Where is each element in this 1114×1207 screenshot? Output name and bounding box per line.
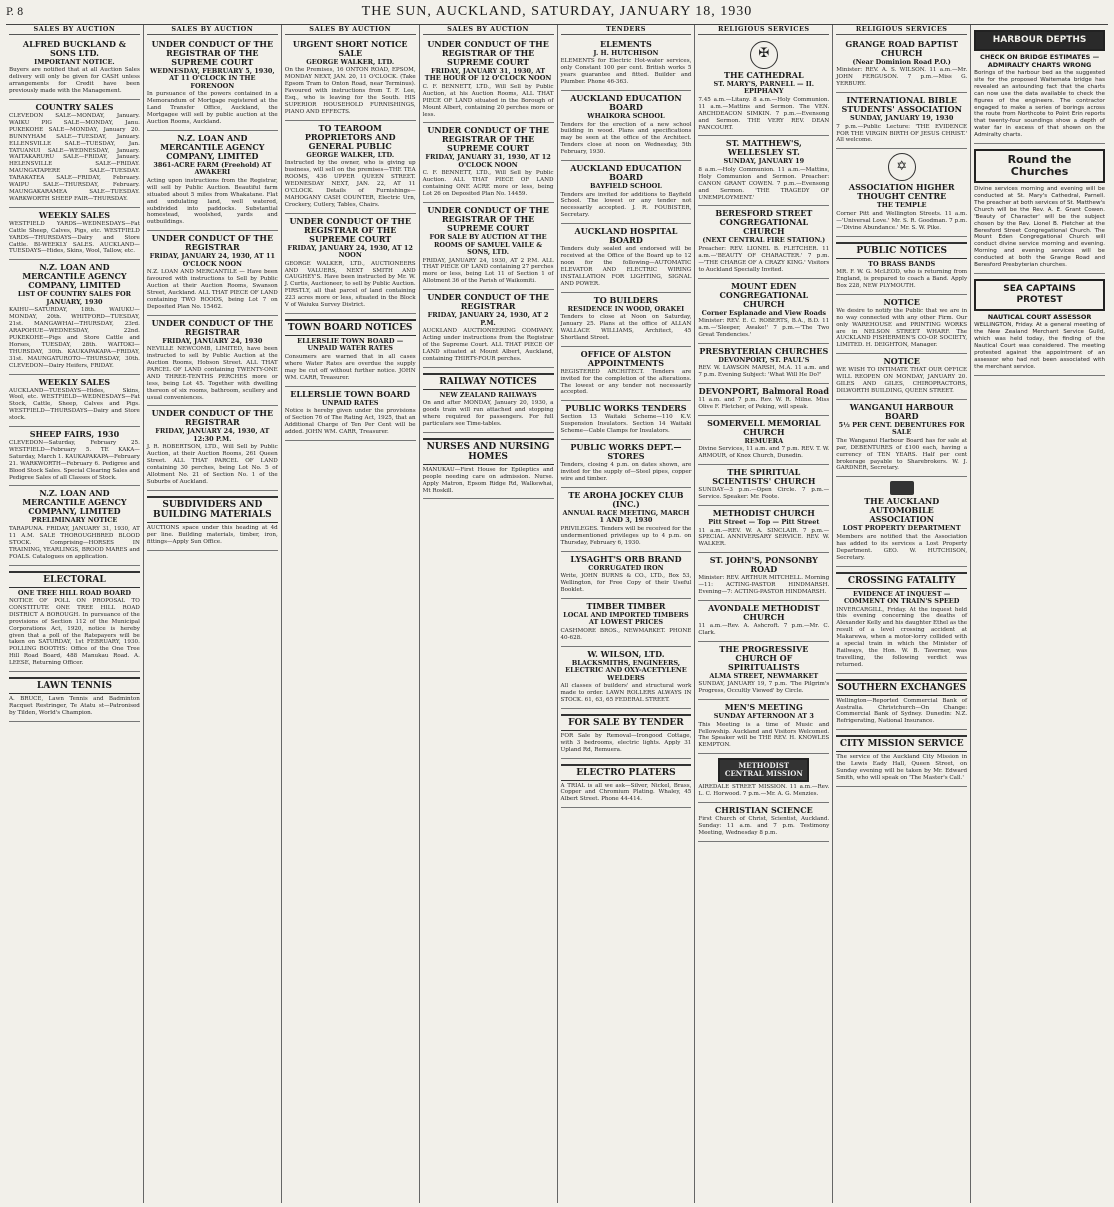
ad-subheadline: RESIDENCE IN WOOD, ORAKEI	[567, 304, 685, 313]
ad-body: Tenders are invited for additions to Bayfield School. The lowest or any tender not necessarily accepted. J. R. FOUBISTER, Secretary.	[560, 191, 692, 219]
ad-headline: UNDER CONDUCT OF THE REGISTRAR	[151, 317, 274, 337]
ad-headline: ST. JOHN'S, PONSONBY ROAD	[709, 555, 818, 575]
ad-headline: TOWN BOARD NOTICES	[285, 319, 416, 336]
ad-subheadline: REMUERA	[744, 436, 784, 445]
advertisement	[698, 553, 829, 601]
column-2	[144, 25, 282, 1203]
ad-subheadline: LIST OF COUNTRY SALES FOR JANUARY, 1930	[17, 290, 132, 306]
ad-headline: NOTICE	[883, 356, 920, 367]
advertisement	[9, 100, 140, 208]
ad-subheadline: SUNDAY AFTERNOON AT 3	[713, 712, 814, 721]
ad-body: We desire to notify the Public that we are in no way connected with any other Firm. Our only WAREHOUSE and PRINTING WORKS are in NELSON STREET WHARF. The AUCKLAND FISHERMEN'S CO-OP. SOCIETY, LIMITED. H. DEIGHTON, Manager.	[836, 307, 968, 349]
ad-headline: W. WILSON, LTD.	[587, 648, 665, 659]
ad-headline: ALFRED BUCKLAND & SONS LTD.	[22, 38, 126, 58]
ad-subheadline: FRIDAY, JANUARY 24, 1930, AT 12:30 P.M.	[155, 427, 270, 443]
ad-headline: UNDER CONDUCT OF THE REGISTRAR	[151, 408, 274, 428]
ad-headline: PUBLIC WORKS TENDERS	[565, 403, 687, 414]
ad-subheadline: (NEXT CENTRAL FIRE STATION.)	[702, 236, 826, 245]
ad-body: 11 a.m. and 7 p.m. Rev. W. R. Milne. Miss Olive F. Fletcher, of Peking, will speak.	[698, 397, 830, 411]
ad-headline: DEVONPORT, Balmoral Road	[698, 386, 829, 397]
advertisement	[836, 567, 967, 674]
advertisement	[423, 368, 554, 433]
ad-headline: URGENT SHORT NOTICE SALE	[292, 38, 408, 58]
advertisement	[836, 477, 967, 566]
column-7	[833, 25, 971, 1203]
ad-subheadline: WHAIKORA SCHOOL	[587, 112, 665, 121]
ad-subheadline: CHECK ON BRIDGE ESTIMATES — ADMIRALTY CHARTS WRONG	[980, 53, 1100, 69]
advertisement	[423, 203, 554, 290]
ad-headline: ELECTRO PLATERS	[561, 764, 692, 781]
advertisement	[9, 208, 140, 261]
ad-subheadline: FRIDAY, JANUARY 24, 1930, AT 12 NOON	[287, 243, 413, 260]
automobile-association-badge-icon	[890, 481, 914, 495]
ad-subheadline: Pitt Street — Top — Pitt Street	[708, 518, 820, 527]
ad-subheadline: TO BRASS BANDS	[868, 259, 936, 268]
column-heading: SALES BY AUCTION	[423, 25, 554, 35]
advertisement	[285, 121, 416, 214]
ad-headline: CITY MISSION SERVICE	[836, 735, 967, 752]
ad-headline: UNDER CONDUCT OF THE REGISTRAR OF THE SUPREME COURT	[427, 205, 549, 234]
ad-subheadline: FRIDAY, JANUARY 24, 1930, AT 11 O'CLOCK NOON	[149, 252, 276, 268]
ad-subheadline: GEORGE WALKER, LTD.	[306, 57, 395, 66]
ad-body: Divine Services, 11 a.m. and 7 p.m. REV. T. W. ARMOUR, of Knox Church, Dunedin.	[698, 446, 830, 460]
ad-subheadline: J. H. HUTCHISON	[593, 48, 659, 57]
ad-headline: TIMBER TIMBER	[586, 600, 666, 611]
ad-headline: MEN'S MEETING	[724, 702, 803, 713]
column-5	[558, 25, 696, 1203]
ad-body: Borings of the harbour bed as the suggested site for the proposed Waitemata bridge has revealed an astounding fact that the charts can now use the data available to check the figures of the engineers. The contractor engaged to make a series of borings across the route from Northcote to Point Erin reports that twenty-four soundings show a depth of water far in excess of that shown on the Admiralty charts.	[974, 70, 1105, 139]
advertisement	[974, 25, 1105, 144]
ad-subheadline: BAYFIELD SCHOOL	[590, 182, 662, 191]
ad-headline: ELECTORAL	[9, 571, 140, 588]
advertisement	[561, 647, 692, 709]
advertisement	[836, 354, 967, 400]
ad-subheadline: FRIDAY, JANUARY 24, 1930, AT 2 P.M.	[427, 311, 549, 327]
ad-body: Tenders, closing 4 p.m. on dates shown, are invited for the supply of—Steel pipes, copper wire and timber.	[560, 462, 692, 482]
ad-body: GEORGE WALKER, LTD., AUCTIONEERS AND VALUERS, NEXT SMITH AND CAUGHEY'S. Have been instructed by Mr. W. J. Curtis, Auctioneer, to sell by Public Auction. FIRSTLY, all that parcel of land containing 223 acres more or less, situated in the Block V of Waiuku Survey District.	[284, 260, 416, 309]
ad-headline: LYSAGHT'S ORB BRAND	[570, 553, 682, 564]
column-4	[420, 25, 558, 1203]
ad-headline: SOUTHERN EXCHANGES	[836, 679, 967, 696]
ad-body: MANUKAU—First House for Epileptics and people needing care on admission. Nurse. Apply Matron, Epsom Ridge Rd, Walkewhai, Mt Roskill.	[422, 466, 554, 494]
ad-subheadline: NEW ZEALAND RAILWAYS	[439, 390, 537, 399]
ad-subheadline: ST. MARY'S, PARNELL — II. EPIPHANY	[713, 79, 815, 96]
ad-body: 8 a.m.—Holy Communion. 11 a.m.—Mattins, Holy Communion and Sermon. Preacher: CANON GRANT COWEN. 7 p.m.—Evensong and Sermon. 'THE TRAGEDY OF UNEMPLOYMENT.'	[698, 166, 830, 201]
ad-headline: PUBLIC WORKS DEPT.—STORES	[570, 442, 682, 462]
ad-subheadline: FRIDAY, JANUARY 24, 1930	[162, 336, 263, 345]
newspaper-title: THE SUN, AUCKLAND, SATURDAY, JANUARY 18, 1930	[361, 4, 753, 19]
ad-subheadline: ALMA STREET, NEWMARKET	[709, 671, 819, 680]
ad-headline: OFFICE OF ALSTON APPOINTMENTS	[580, 348, 672, 368]
ad-body: KAIHU—SATURDAY, 18th. WAIUKU—MONDAY, 20th. WHITFORD—TUESDAY, 21st. MANGAWHAI—THURSDAY, 23rd. ARAPOHUE—WEDNESDAY, 22nd. PUKEKOHE—Pigs and Store Cattle and Horses, TUESDAY, 28th. WAITOKI—THURSDAY, 30th. KAUKAPAKAPA—FRIDAY, 31st. MAUNGATUROTO—THURSDAY, 30th. CLEVEDON—Dairy Heifers, FRIDAY.	[9, 307, 140, 369]
column-heading: TENDERS	[561, 25, 692, 35]
ad-subheadline: 3861-ACRE FARM (Freehold) AT AWAKERI	[153, 160, 272, 177]
column-heading: SALES BY AUCTION	[9, 25, 140, 35]
advertisement	[836, 730, 967, 787]
ad-body: A. BRUCE, Lawn Tennis and Badminton Racquet Restringer, Te Atatu st—Patronised by Tilden, World's Champion.	[9, 696, 140, 716]
ad-body: CASHMORE BROS., NEWMARKET. PHONE 40-628.	[560, 627, 692, 641]
ad-subheadline: SUNDAY, JANUARY 19, 1930	[850, 114, 954, 123]
ad-subheadline: NAUTICAL COURT ASSESSOR	[987, 312, 1092, 321]
ad-subheadline: FRIDAY, JANUARY 31, 1930, AT THE HOUR OF 12 O'CLOCK NOON	[424, 66, 552, 83]
column-heading: SALES BY AUCTION	[147, 25, 278, 35]
advertisement	[836, 400, 967, 478]
ad-subheadline: LOST PROPERTY DEPARTMENT	[842, 524, 961, 533]
star-emblem-icon: ✡	[888, 153, 916, 181]
ad-body: Minister: REV. E. C. ROBERTS, B.A., B.D. 11 a.m.—'Sleeper, Awake!' 7 p.m.—'The Two Great Tendencies.'	[698, 318, 830, 338]
masthead	[6, 0, 1108, 25]
advertisement	[9, 375, 140, 428]
ad-headline: THE AUCKLAND AUTOMOBILE ASSOCIATION	[864, 496, 940, 525]
ad-headline: AUCKLAND HOSPITAL BOARD	[574, 226, 678, 246]
ad-body: 11 a.m.—REV. W. A. SINCLAIR. 7 p.m.—SPECIAL ANNIVERSARY SERVICE. REV. W. WALKER.	[698, 527, 830, 548]
ad-headline: INTERNATIONAL BIBLE STUDENTS' ASSOCIATION	[841, 95, 962, 115]
advertisement	[698, 700, 829, 754]
ad-headline: SOMERVELL MEMORIAL CHURCH	[707, 417, 821, 437]
advertisement	[698, 384, 829, 416]
ad-body: Acting upon instructions from the Registrar, will sell by Public Auction. Beautiful farm situated about 5 miles from Whakatane. Flat and undulating land, well watered, subdivided into paddocks. Substantial homestead, woolshed, yards and outbuildings.	[146, 177, 278, 226]
ad-headline: NURSES AND NURSING HOMES	[423, 438, 554, 465]
advertisement	[561, 37, 692, 91]
ad-subheadline: THE TEMPLE	[876, 201, 927, 210]
ad-body: FRIDAY, JANUARY 24, 1930, AT 2 P.M. ALL THAT PIECE OF LAND containing 27 perches more or less, being Lot 11 of Section 1 of Allotment 36 of the Parish of Waikomiti.	[422, 257, 554, 285]
ad-body: This Meeting is a time of Music and Fellowship. Auckland and Visitors Welcomed. The Speaker will be THE REV. H. KNOWLES KEMPTON.	[698, 721, 830, 749]
ad-headline: N.Z. LOAN AND MERCANTILE AGENCY COMPANY, LIMITED	[22, 262, 127, 291]
ad-body: Wellington—Reported Commercial Bank of Australia. Christchurch—On Change: Commercial Bank of Sydney. Dunedin: N.Z. Refrigerating, National Insurance.	[836, 697, 968, 725]
ad-body: PRIVILEGES. Tenders will be received for the undermentioned privileges up to 4 p.m. on Thursday, February 6, 1930.	[560, 525, 692, 546]
ad-body: 11 a.m.—Rev. A. Ashcroft. 7 p.m.—Mr. C. Clark.	[698, 623, 830, 636]
advertisement	[561, 161, 692, 224]
advertisement	[836, 37, 967, 93]
ad-subheadline: 5½ PER CENT. DEBENTURES FOR SALE	[838, 420, 965, 437]
ad-subheadline: DEVONPORT, ST. PAUL'S	[718, 355, 810, 364]
ad-body: WELLINGTON, Friday. At a general meeting of the New Zealand Merchant Service Guild, which was held today, the finding of the Nautical Court was considered. The meeting protested against the appointment of an assessor who had not been associated with the merchant service.	[974, 322, 1105, 370]
ad-body: TARAPUNA. FRIDAY, JANUARY 31, 1930, AT 11 A.M. SALE THOROUGHBRED BLOOD STOCK. Comprising—HORSES IN TRAINING, YEARLINGS, BROOD MARES and FOALS. Catalogues on application.	[9, 525, 140, 560]
ad-body: Tenders duly sealed and endorsed will be received at the Office of the Board up to 12 noon for the following—AUTOMATIC ELEVATOR AND ELECTRIC WIRING INSTALLATION FOR LIGHTING, SIGNAL AND POWER.	[560, 246, 692, 287]
ad-body: REV. W. LAWSON MARSH, M.A. 11 a.m. and 7 p.m. Evening Subject: 'What Will He Do?'	[698, 365, 830, 379]
advertisement	[147, 406, 278, 490]
advertisement	[561, 552, 692, 599]
ad-subheadline: ANNUAL RACE MEETING, MARCH 1 AND 3, 1930	[562, 508, 690, 525]
advertisement	[423, 123, 554, 203]
ad-headline: UNDER CONDUCT OF THE REGISTRAR OF THE SUPREME COURT	[289, 215, 411, 244]
ad-headline: UNDER CONDUCT OF THE REGISTRAR OF THE SUPREME COURT	[427, 38, 549, 67]
ad-body: The service of the Auckland City Mission in the Lewis Eady Hall, Queen Street, on Sunday evening will be taken by Mr. Edward Smith, who will speak on 'The Master's Call.'	[836, 754, 968, 781]
advertisement	[698, 206, 829, 278]
ad-body: NOTICE OF POLL ON PROPOSAL TO CONSTITUTE ONE TREE HILL ROAD DISTRICT A BOROUGH. In pursuance of the provisions of Section 112 of the Municipal Corporations Act, 1920, notice is hereby given that a poll of the Ratepayers will be taken on SATURDAY, 1st FEBRUARY, 1930. POLLING BOOTHS: Office of the One Tree Hill Road Board, 488 Manukau Road. A. LEESE, Returning Officer.	[9, 598, 140, 667]
ad-headline: CHRISTIAN SCIENCE	[714, 805, 813, 816]
ad-body: Buyers are notified that at all Auction Sales delivery will only be given for CASH unless arrangements for Credit have been previously made with the Management.	[9, 67, 140, 95]
ad-body: Divine services morning and evening will be conducted at St. Mary's Cathedral, Parnell. The preacher at both services of St. Matthew's Church will be the Rev. A. E. Grant Cowen. 'Beauty of Character' will be the subject chosen by the Rev. Lionel B. Fletcher at the Beresford Street Congregational Church. The Mount Eden Congregational Church will conduct divine service morning and evening. Morning and evening services will be conducted at both the Grange Road and Beresford Presbyterian churches.	[974, 186, 1105, 269]
ad-headline: SUBDIVIDERS AND BUILDING MATERIALS	[147, 496, 278, 523]
advertisement	[698, 642, 829, 700]
ad-body: Tenders to close at Noon on Saturday, January 25. Plans at the office of ALLAN WALLACE WILLIAMS, Architect, 45 Shortland Street.	[560, 314, 692, 341]
ad-headline: Round the Churches	[974, 149, 1105, 183]
ad-body: Section 13 Waitaki Scheme—110 K.V. Suspension Insulators. Section 14 Waitaki Scheme—Cable Clamps for Insulators.	[560, 414, 692, 435]
ad-headline: CROSSING FATALITY	[836, 572, 967, 589]
ad-body: MR. F. W. G. McLEOD, who is returning from England, is prepared to coach a Band. Apply Box 228, NEW PLYMOUTH.	[836, 269, 968, 289]
ad-body: 7.45 a.m.—Litany. 8 a.m.—Holy Communion. 11 a.m.—Mattins and Sermon. The VEN. ARCHDEACON SIMKIN. 7 p.m.—Evensong and Sermon. THE VERY REV. DEAN FANCOURT.	[698, 96, 830, 131]
ad-headline: RAILWAY NOTICES	[423, 373, 554, 390]
page-marker: P. 8	[6, 6, 24, 18]
advertisement	[147, 231, 278, 315]
ad-body: On and after MONDAY, January 20, 1930, a goods train will run attached and stopping where required for passengers. For full particulars see Time-tables.	[422, 400, 554, 427]
advertisement	[9, 260, 140, 374]
ad-headline: TO BUILDERS	[593, 294, 659, 305]
ad-headline: AVONDALE METHODIST CHURCH	[708, 603, 820, 622]
column-1	[6, 25, 144, 1203]
advertisement	[285, 387, 416, 441]
ad-headline: GRANGE ROAD BAPTIST CHURCH	[845, 38, 959, 58]
ad-headline: THE CATHEDRAL	[724, 69, 804, 80]
advertisement	[698, 136, 829, 206]
column-heading: RELIGIOUS SERVICES	[698, 25, 829, 35]
ad-headline: ELEMENTS	[600, 38, 652, 49]
ad-headline: BERESFORD STREET CONGREGATIONAL CHURCH	[715, 208, 813, 237]
ad-headline: TO TEAROOM PROPRIETORS AND GENERAL PUBLIC	[304, 122, 396, 151]
ad-headline: ELLERSLIE TOWN BOARD	[290, 388, 411, 399]
ad-body: AUCKLAND—TUESDAYS—Hides, Skins, Wool, etc. WESTFIELD—WEDNESDAYS—Fat Stock, Cattle, Sheep, Calves and Pigs. WESTFIELD—THURSDAYS—Dairy and Store stock.	[9, 387, 140, 422]
ad-subheadline: LOCAL AND IMPORTED TIMBERS AT LOWEST PRICES	[563, 610, 689, 627]
ad-body: The Wanganui Harbour Board has for sale at par, DEBENTURES of £100 each, having a currency of TEN YEARS. Half per cent brokerage payable to Sharebrokers. W. J. GARDNER, Secretary.	[836, 437, 968, 472]
ad-body: On the Premises, 16 ONTON ROAD, EPSOM, MONDAY NEXT, JAN. 20, 11 O'CLOCK. (Take Epsom Tram to Onton Road, near Terminus). Favoured with instructions from T. F. Lee, Esq., who is leaving for the South. HIS SUPERIOR HOUSEHOLD FURNISHINGS, PIANO AND EFFECTS.	[284, 67, 416, 115]
advertisement	[285, 214, 416, 314]
advertisement	[836, 93, 967, 149]
advertisement	[9, 672, 140, 722]
ad-headline: ASSOCIATION HIGHER THOUGHT CENTRE	[848, 182, 955, 202]
advertisement	[285, 314, 416, 387]
ad-body: AUCKLAND AUCTIONEERING COMPANY. Acting under instructions from the Registrar of the Supreme Court. ALL THAT PIECE OF LAND situated at Mount Albert, Auckland, containing THIRTY-FOUR perches.	[422, 328, 554, 362]
ad-subheadline: ELLERSLIE TOWN BOARD — UNPAID WATER RATES	[297, 336, 404, 353]
ad-body: Notice is hereby given under the provisions of Section 76 of The Rating Act, 1925, that an Additional Charge of Ten Per Cent will be added. JOHN WM. CARR, Treasurer.	[284, 408, 416, 435]
advertisement	[9, 486, 140, 565]
advertisement	[974, 274, 1105, 376]
ad-body: REGISTERED ARCHITECT. Tenders are invited for the completion of the alterations. The lowest or any tender not necessarily accepted.	[560, 368, 692, 396]
ad-body: AIREDALE STREET MISSION. 11 a.m.—Rev. L. C. Horwood. 7 p.m.—Mr. A. G. Menzies.	[698, 784, 830, 798]
ad-headline: HARBOUR DEPTHS	[974, 30, 1105, 51]
columns	[6, 25, 1108, 1203]
ad-body: NEVILLE NEWCOMB, LIMITED, have been instructed to sell by Public Auction at the Auction Rooms, Hobson Street. ALL THAT PARCEL OF LAND containing TWENTY-ONE AND THREE-TENTHS PERCHES more or less, being Lot 45. Together with dwelling thereon of six rooms, bathroom, scullery and usual conveniences.	[146, 346, 278, 401]
column-heading: SALES BY AUCTION	[285, 25, 416, 35]
ad-subheadline: GEORGE WALKER, LTD.	[306, 150, 395, 159]
ad-subheadline: EVIDENCE AT INQUEST — COMMENT ON TRAIN'S SPEED	[843, 589, 960, 605]
ad-body: A TRIAL is all we ask—Silver, Nickel, Brass, Copper and Chromium Plating. Whaley, 45 Albert Street. Phone 44-414.	[560, 782, 692, 803]
advertisement	[698, 416, 829, 465]
advertisement	[9, 37, 140, 100]
ad-headline: WANGANUI HARBOUR BOARD	[849, 401, 954, 421]
ad-body: SUNDAY, JANUARY 19, 7 p.m. 'The Pilgrim's Progress, Occultly Viewed' by Circle.	[698, 681, 830, 695]
ad-body: Corner Pitt and Wellington Streets. 11 a.m.—'Universal Love.' Mr. S. R. Goodman. 7 p.m.—'Divine Abundance.' Mr. S. W. Pike.	[836, 210, 968, 231]
advertisement	[423, 433, 554, 500]
advertisement	[561, 488, 692, 552]
advertisement	[698, 344, 829, 384]
ad-body: WE WISH TO INTIMATE THAT OUR OFFICE WILL REOPEN ON MONDAY, JANUARY 20. GILES AND GILES, CHIROPRACTORS, DILWORTH BUILDING, QUEEN STREET.	[836, 367, 968, 394]
ad-headline: UNDER CONDUCT OF THE REGISTRAR OF THE SUPREME COURT	[151, 38, 274, 67]
ad-subheadline: SUNDAY, JANUARY 19	[723, 157, 805, 166]
ad-body: Minister: REV. ARTHUR MITCHELL. Morning—11: ACTING-PASTOR HINDMARSH. Evening—7: ACTING-PASTOR HINDMARSH.	[698, 575, 830, 596]
ad-headline: PRESBYTERIAN CHURCHES	[699, 345, 829, 356]
ad-body: Members are notified that the Association has added to its services a Lost Property Department. GEO. W. HUTCHISON, Secretary.	[836, 533, 968, 561]
ad-headline: NOTICE	[883, 296, 920, 307]
ad-subheadline: (Near Dominion Road P.O.)	[852, 57, 951, 66]
ad-subheadline: FRIDAY, JANUARY 31, 1930, AT 12 O'CLOCK NOON	[425, 153, 551, 169]
ad-body: 7 p.m.—Public Lecture: 'THE EVIDENCE FOR THE VIRGIN BIRTH OF JESUS CHRIST.' All welcome.	[836, 123, 968, 144]
advertisement	[836, 674, 967, 731]
ad-headline: N.Z. LOAN AND MERCANTILE AGENCY COMPANY, LIMITED	[160, 132, 265, 161]
advertisement	[836, 149, 967, 236]
ad-body: C. F. BENNETT, LTD., Will Sell by Public Auction, at his Auction Rooms, ALL THAT PIECE OF LAND situated in the Borough of Mount Albert, containing 20 perches more or less.	[422, 83, 554, 118]
ad-subheadline: CORRUGATED IRON	[588, 563, 664, 572]
column-3	[282, 25, 420, 1203]
advertisement	[147, 37, 278, 131]
ad-headline: AUCKLAND EDUCATION BOARD	[570, 93, 682, 113]
advertisement	[147, 131, 278, 231]
ad-body: Minister: REV. A. S. WILSON. 11 a.m.—Mr. JOHN FERGUSON. 7 p.m.—Miss G. YERBURY.	[836, 67, 968, 88]
advertisement	[561, 293, 692, 347]
ad-body: All classes of builders' and structural work made to order. LAWN ROLLERS ALWAYS IN STOCK. 61, 63, 65 FEDERAL STREET.	[560, 683, 692, 703]
advertisement	[836, 237, 967, 295]
advertisement	[698, 754, 829, 803]
ad-body: N.Z. LOAN AND MERCANTILE — Have been favoured with instructions to Sell by Public Auction at their Auction Rooms, Swanson Street, Auckland. ALL THAT PIECE OF LAND containing TWO ROODS, being Lot 7 on Deposited Plan No. 15462.	[146, 269, 278, 310]
ad-body: First Church of Christ, Scientist, Auckland. Sunday: 11 a.m. and 7 p.m. Testimony Meeting, Wednesday 8 p.m.	[698, 816, 830, 836]
ad-headline: PUBLIC NOTICES	[836, 242, 967, 259]
column-6	[695, 25, 833, 1203]
ad-body: Tenders for the erection of a new school building in wood. Plans and specifications may be seen at the office of the Architect. Tenders close at noon on Wednesday, 5th February, 1930.	[560, 121, 692, 156]
advertisement	[9, 427, 140, 486]
ad-subheadline: Corner Esplanade and View Roads	[701, 308, 827, 317]
ad-headline: AUCKLAND EDUCATION BOARD	[570, 163, 682, 183]
advertisement	[147, 316, 278, 407]
ad-body: In pursuance of the powers contained in a Memorandum of Mortgage registered at the Land Transfer Office, Auckland, the Mortgagee will sell by public auction at the Auction Rooms, Auckland.	[146, 91, 278, 126]
ad-subheadline: FOR SALE BY AUCTION AT THE ROOMS OF SAMUEL VAILE & SONS, LTD.	[429, 233, 547, 257]
cathedral-crest-icon: ✠	[750, 41, 778, 69]
advertisement	[698, 279, 829, 344]
advertisement	[974, 144, 1105, 274]
ad-subheadline: ONE TREE HILL ROAD BOARD	[17, 588, 132, 597]
ad-body: Consumers are warned that in all cases where Water Rates are overdue the supply may be cut off without further notice. JOHN WM. CARR, Treasurer.	[284, 353, 416, 381]
column-heading: RELIGIOUS SERVICES	[836, 25, 967, 35]
ad-body: CLEVEDON SALE—MONDAY, January. WAIKU PIG SALE—MONDAY, Janu. PUKEKOHE SALE—MONDAY, January 20. BUNNYHAM SALE—TUESDAY, January. ELLENSVILLE SALE—TUESDAY, Jan. TATUANUI SALE—WEDNESDAY, January. WAITAKARURU SALE—FRIDAY, January. HELENSVILLE SALE—FRIDAY. MAUNGATAPERE SALE—TUESDAY. TARAKATEA SALE—FRIDAY, February. WAIPU SALE—THURSDAY, February. MAUNGAKARAMEA SALE—TUESDAY. WARKWORTH SHEEP FAIR—THURSDAY.	[9, 113, 140, 202]
ad-headline: SHEEP FAIRS, 1930	[29, 429, 120, 440]
ad-headline: MOUNT EDEN CONGREGATIONAL CHURCH	[719, 280, 809, 309]
advertisement	[561, 709, 692, 759]
advertisement	[698, 465, 829, 506]
ad-headline: METHODIST CHURCH	[712, 508, 815, 519]
ad-headline: THE SPIRITUAL SCIENTISTS' CHURCH	[712, 467, 816, 487]
advertisement	[561, 224, 692, 292]
advertisement	[423, 290, 554, 368]
advertisement	[423, 37, 554, 124]
ad-body: INVERCARGILL, Friday. At the inquest held this evening concerning the deaths of Alexander Kelly and his daughter Ethel as the result of a level crossing accident at Makarewa, when a motor-lorry collided with a special train in which the Minister of Railways, the Hon. W. B. Taverner, was travelling, the following verdict was returned.	[836, 606, 968, 668]
advertisement	[698, 37, 829, 137]
ad-body: CLEVEDON—Saturday, February 25. WESTFIELD—February 5. TE KAKA—Saturday, March 1. KAUKAPAKAPA—February 21. WARKWORTH—February 6. Pedigree and Blood Stock Sales. Special Clearing Sales and Pedigree Sales of all Classes of Stock.	[9, 440, 140, 481]
ad-body: J. R. ROBERTSON, LTD., Will Sell by Public Auction, at their Auction Rooms, 261 Queen Street. ALL THAT PARCEL OF LAND containing 30 perches, being Lot No. 5 of Allotment No. 21 of Section No. 1 of the Suburbs of Auckland.	[146, 444, 278, 485]
ad-headline: FOR SALE BY TENDER	[561, 714, 692, 731]
advertisement	[698, 506, 829, 553]
ad-body: ELEMENTS for Electric Hot-water services, only Constant 100 per cent. British works 5 years guarantee and fitted. Builder and Plumber. Phone 46-363.	[560, 58, 692, 86]
ad-headline: ST. MATTHEW'S, WELLESLEY ST.	[725, 138, 802, 158]
ad-headline: UNDER CONDUCT OF THE REGISTRAR	[151, 233, 274, 253]
advertisement	[561, 401, 692, 440]
ad-body: SUNDAY—3 p.m.—Open Circle. 7 p.m.—Service. Speaker: Mr. Foote.	[698, 487, 830, 501]
ad-subheadline: WEDNESDAY, FEBRUARY 5, 1930, AT 11 O'CLOCK IN THE FORENOON	[149, 66, 275, 90]
advertisement	[561, 347, 692, 402]
advertisement	[561, 599, 692, 647]
ad-headline: UNDER CONDUCT OF THE REGISTRAR OF THE SUPREME COURT	[427, 125, 549, 154]
ad-headline: UNDER CONDUCT OF THE REGISTRAR	[427, 292, 549, 312]
ad-headline: SEA CAPTAINS PROTEST	[974, 279, 1105, 311]
ad-headline: COUNTRY SALES	[35, 102, 114, 113]
advertisement	[698, 803, 829, 842]
ad-body: Instructed by the owner, who is giving up business, will sell on the premises—THE TEA ROOMS, 436 UPPER QUEEN STREET. WEDNESDAY NEXT, JAN. 22, AT 11 O'CLOCK. Details of Furnishings—MAHOGANY CASH COUNTER, Electric Urn, Crockery, Cutlery, Tables, Chairs.	[284, 160, 416, 208]
advertisement	[561, 91, 692, 161]
ad-headline: WEEKLY SALES	[38, 209, 111, 220]
ad-body: C. F. BENNETT, LTD., Will Sell by Public Auction. ALL THAT PIECE OF LAND containing ONE ACRE more or less, being Lot 26 on Deposited Plan No. 14459.	[422, 170, 554, 198]
advertisement	[698, 601, 829, 642]
ad-headline: TE AROHA JOCKEY CLUB (INC.)	[568, 489, 684, 509]
ad-subheadline: BLACKSMITHS, ENGINEERS, ELECTRIC AND OXY-ACETYLENE WELDERS	[565, 658, 687, 682]
advertisement	[561, 759, 692, 809]
advertisement	[285, 37, 416, 121]
ad-body: FOR Sale by Removal—Irongood Cottage, with 3 bedrooms, electric lights. Apply 31 Upland Rd, Remuera.	[560, 732, 692, 753]
ad-headline: LAWN TENNIS	[9, 677, 140, 694]
ad-body: AUCTIONS space under this heading at 4d per line. Building materials, timber, iron, fittings—Apply Sun Office.	[146, 524, 278, 545]
advertisement	[147, 491, 278, 551]
ad-headline: N.Z. LOAN AND MERCANTILE AGENCY COMPANY, LIMITED	[22, 488, 127, 517]
ad-headline: METHODIST CENTRAL MISSION	[718, 758, 809, 782]
advertisement	[9, 566, 140, 673]
advertisement	[561, 440, 692, 488]
advertisement	[836, 295, 967, 354]
ad-subheadline: UNPAID RATES	[321, 398, 379, 407]
ad-body: Write, JOHN BURNS & CO., LTD., Box 53, Wellington, for Free Copy of their Useful Booklet.	[560, 573, 692, 593]
ad-subheadline: IMPORTANT NOTICE.	[34, 57, 115, 66]
ad-subheadline: PRELIMINARY NOTICE	[31, 516, 118, 525]
ad-headline: WEEKLY SALES	[38, 376, 111, 387]
ad-headline: THE PROGRESSIVE CHURCH OF SPIRITUALISTS	[719, 643, 809, 672]
ad-body: Preacher: REV. LIONEL B. FLETCHER. 11 a.m.—'BEAUTY OF CHARACTER.' 7 p.m.—'THE CHARGE OF A CRAZY KING.' Visitors to Auckland Specially Invited.	[698, 245, 830, 273]
column-8	[971, 25, 1108, 1203]
ad-body: WESTFIELD YARDS—WEDNESDAYS—Fat Cattle Sheep, Calves, Pigs, etc. WESTFIELD YARDS—THURSDAYS—Dairy and Store Cattle. BI-WEEKLY SALES. AUCKLAND—TUESDAYS—Hides, Skins, Wool, Tallow, etc.	[9, 220, 140, 255]
